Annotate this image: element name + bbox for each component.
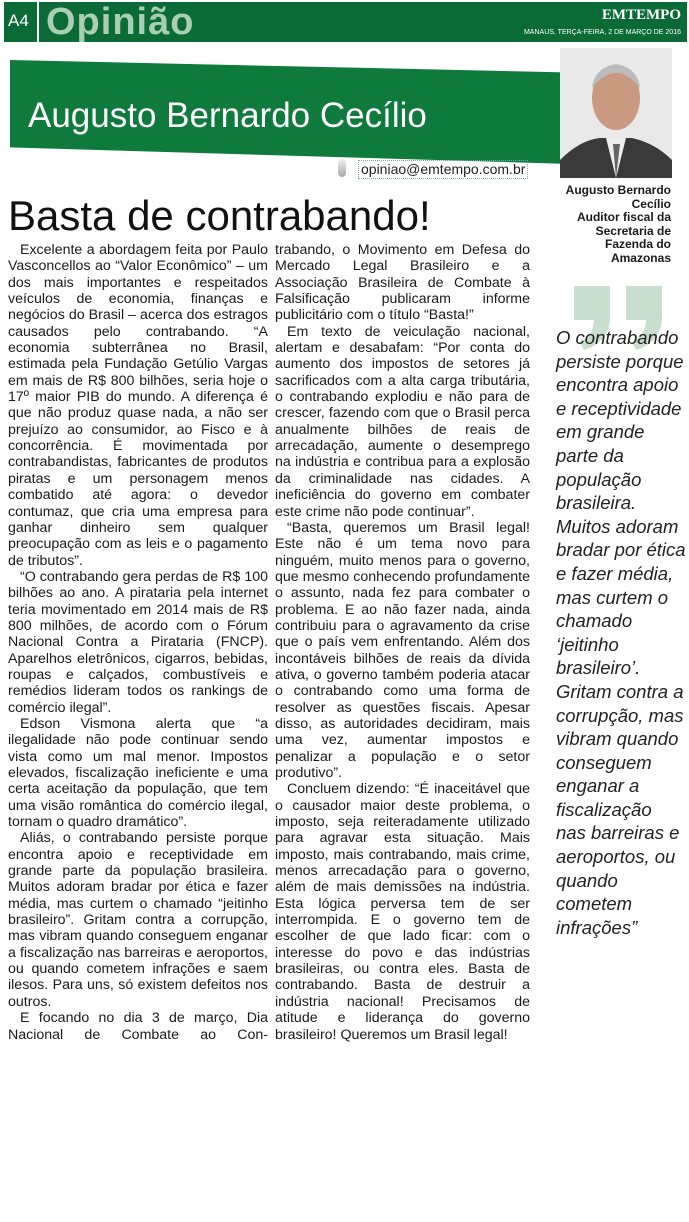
author-box: [551, 184, 671, 265]
paragraph: “O contrabando gera perdas de R$ 100 bilhões ao ano. A pirataria pela internet teria movimentado em 2014 mais de R$ 800 milhões, de acordo com o Fórum Nacional Contra a Pirataria (FNCP). Aparelhos eletrônicos, cigarros, bebidas, roupas e calçados, combustíveis e remédios lideram todos os rankings de comércio ilegal”.: [8, 568, 268, 716]
paragraph: Aliás, o contrabando persiste porque encontra apoio e receptividade em grande parte da população brasileira. Muitos adoram bradar por ética e fazer média, mas curtem o chamado “jeitinho brasileiro”. Gritam contra a corrupção, mas vibram quando conseguem enganar a fiscalização nas barreiras e aeroportos, ou quando cometem infrações e saem ilesos. Para uns, só existem defeitos nos outros.: [8, 830, 268, 1010]
mouse-icon: [338, 159, 346, 177]
pull-quote: O contrabando persiste porque encontra apoio e receptividade em grande parte da população brasileira. Muitos adoram bradar por ética e fazer média, mas curtem o chamado ‘jeitinho brasileiro’. Gritam contra a corrupção, mas vibram quando conseguem enganar a fiscalização nas barreiras e aeroportos, ou quando cometem infrações”: [556, 327, 686, 938]
author-photo: [560, 48, 672, 178]
paragraph: Excelente a abordagem feita por Paulo Vasconcellos ao “Valor Econômico” – um dos mais importantes e respeitados veículos de economia, finanças e negócios do Brasil – acerca dos estragos causados pelo contrabando. “A economia subterrânea no Brasil, estimada pela Fundação Getúlio Vargas em mais de R$ 800 bilhões, seria hoje o 17º maior PIB do mundo. A diferença é que não produz quase nada, a não ser prejuízo ao consumidor, ao Fisco e à concorrência. É movimentada por contrabandistas, fabricantes de produtos piratas e um personagem menos combatido até agora: o devedor contumaz, que cria uma empresa para ganhar dinheiro sem qualquer preocupação com as leis e o pagamento de tributos”.: [8, 242, 268, 569]
paragraph: Edson Vismona alerta que “a ilegalidade não pode continuar sendo vista como um mal menor. Impostos elevados, fiscalização ineficiente e uma certa aceitação da população, que tem uma visão romântica do comércio ilegal, tornam o quadro dramático”.: [8, 715, 268, 831]
email-link[interactable]: opiniao@emtempo.com.br: [358, 160, 528, 179]
issue-date: MANAUS, TERÇA-FEIRA, 2 DE MARÇO DE 2016: [523, 29, 681, 36]
paragraph: “Basta, queremos um Brasil legal! Este não é um tema novo para ninguém, muito menos para o governo, que mesmo conhecendo profundamente o assunto, nada fez para combater o problema. E ao não fazer nada, ainda contribuiu para o agravamento da crise que o país vem enfrentando. Além dos incontáveis bilhões de reais da dívida ativa, o governo também poderia atacar o contrabando como uma forma de resolver as questões fiscais. Apesar disso, as autoridades decidiram, mais uma vez, aumentar impostos e penalizar a população e o setor produtivo”.: [275, 519, 530, 781]
section-title: Opinião: [46, 1, 195, 43]
banner-author-name: Augusto Bernardo Cecílio: [28, 96, 427, 135]
paragraph: Em texto de veiculação nacional, alertam e desabafam: “Por conta do aumento dos impostos de setores já sacrificados com a alta carga tributária, o contrabando explodiu e não para de crescer, fazendo com que o Brasil perca anualmente bilhões de reais de arrecadação, aumente o desemprego na indústria e contribua para a explosão da criminalidade nas cidades. A ineficiência do governo em combater este crime não pode continuar”.: [275, 323, 530, 520]
paragraph: Concluem dizendo: “É inaceitável que o causador maior deste problema, o imposto, seja reiteradamente utilizado para agravar esta situação. Mais imposto, mais contrabando, mais crime, menos arrecadação para o governo, além de mais demissões na indústria. Esta lógica perversa tem de ser interrompida. E o governo tem de escolher de que lado ficar: com o interesse do povo e das indústrias brasileiras, ou contra eles. Basta de contrabando. Basta de destruir a indústria nacional! Precisamos de atitude e liderança do governo brasileiro! Queremos um Brasil legal!: [275, 781, 530, 1043]
article-column-2: [275, 242, 530, 1043]
newspaper-logo: EMTEMPO: [601, 7, 681, 23]
divider: [37, 2, 39, 42]
section-header-bar: [4, 2, 687, 42]
author-role: Auditor fiscal da Secretaria de Fazenda do Amazonas: [576, 210, 671, 265]
page-number: A4: [8, 11, 29, 30]
paragraph: trabando, o Movimento em Defesa do Mercado Legal Brasileiro e a Associação Brasileira de Combate à Falsificação publicaram informe publicitário com o título “Basta!”: [275, 242, 530, 324]
paragraph: E focando no dia 3 de março, Dia Nacional de Combate ao Con-: [8, 1010, 268, 1043]
article-title: Basta de contrabando!: [8, 192, 431, 239]
author-name: Augusto Bernardo Cecílio: [565, 183, 671, 211]
article-column-1: [8, 242, 268, 1043]
